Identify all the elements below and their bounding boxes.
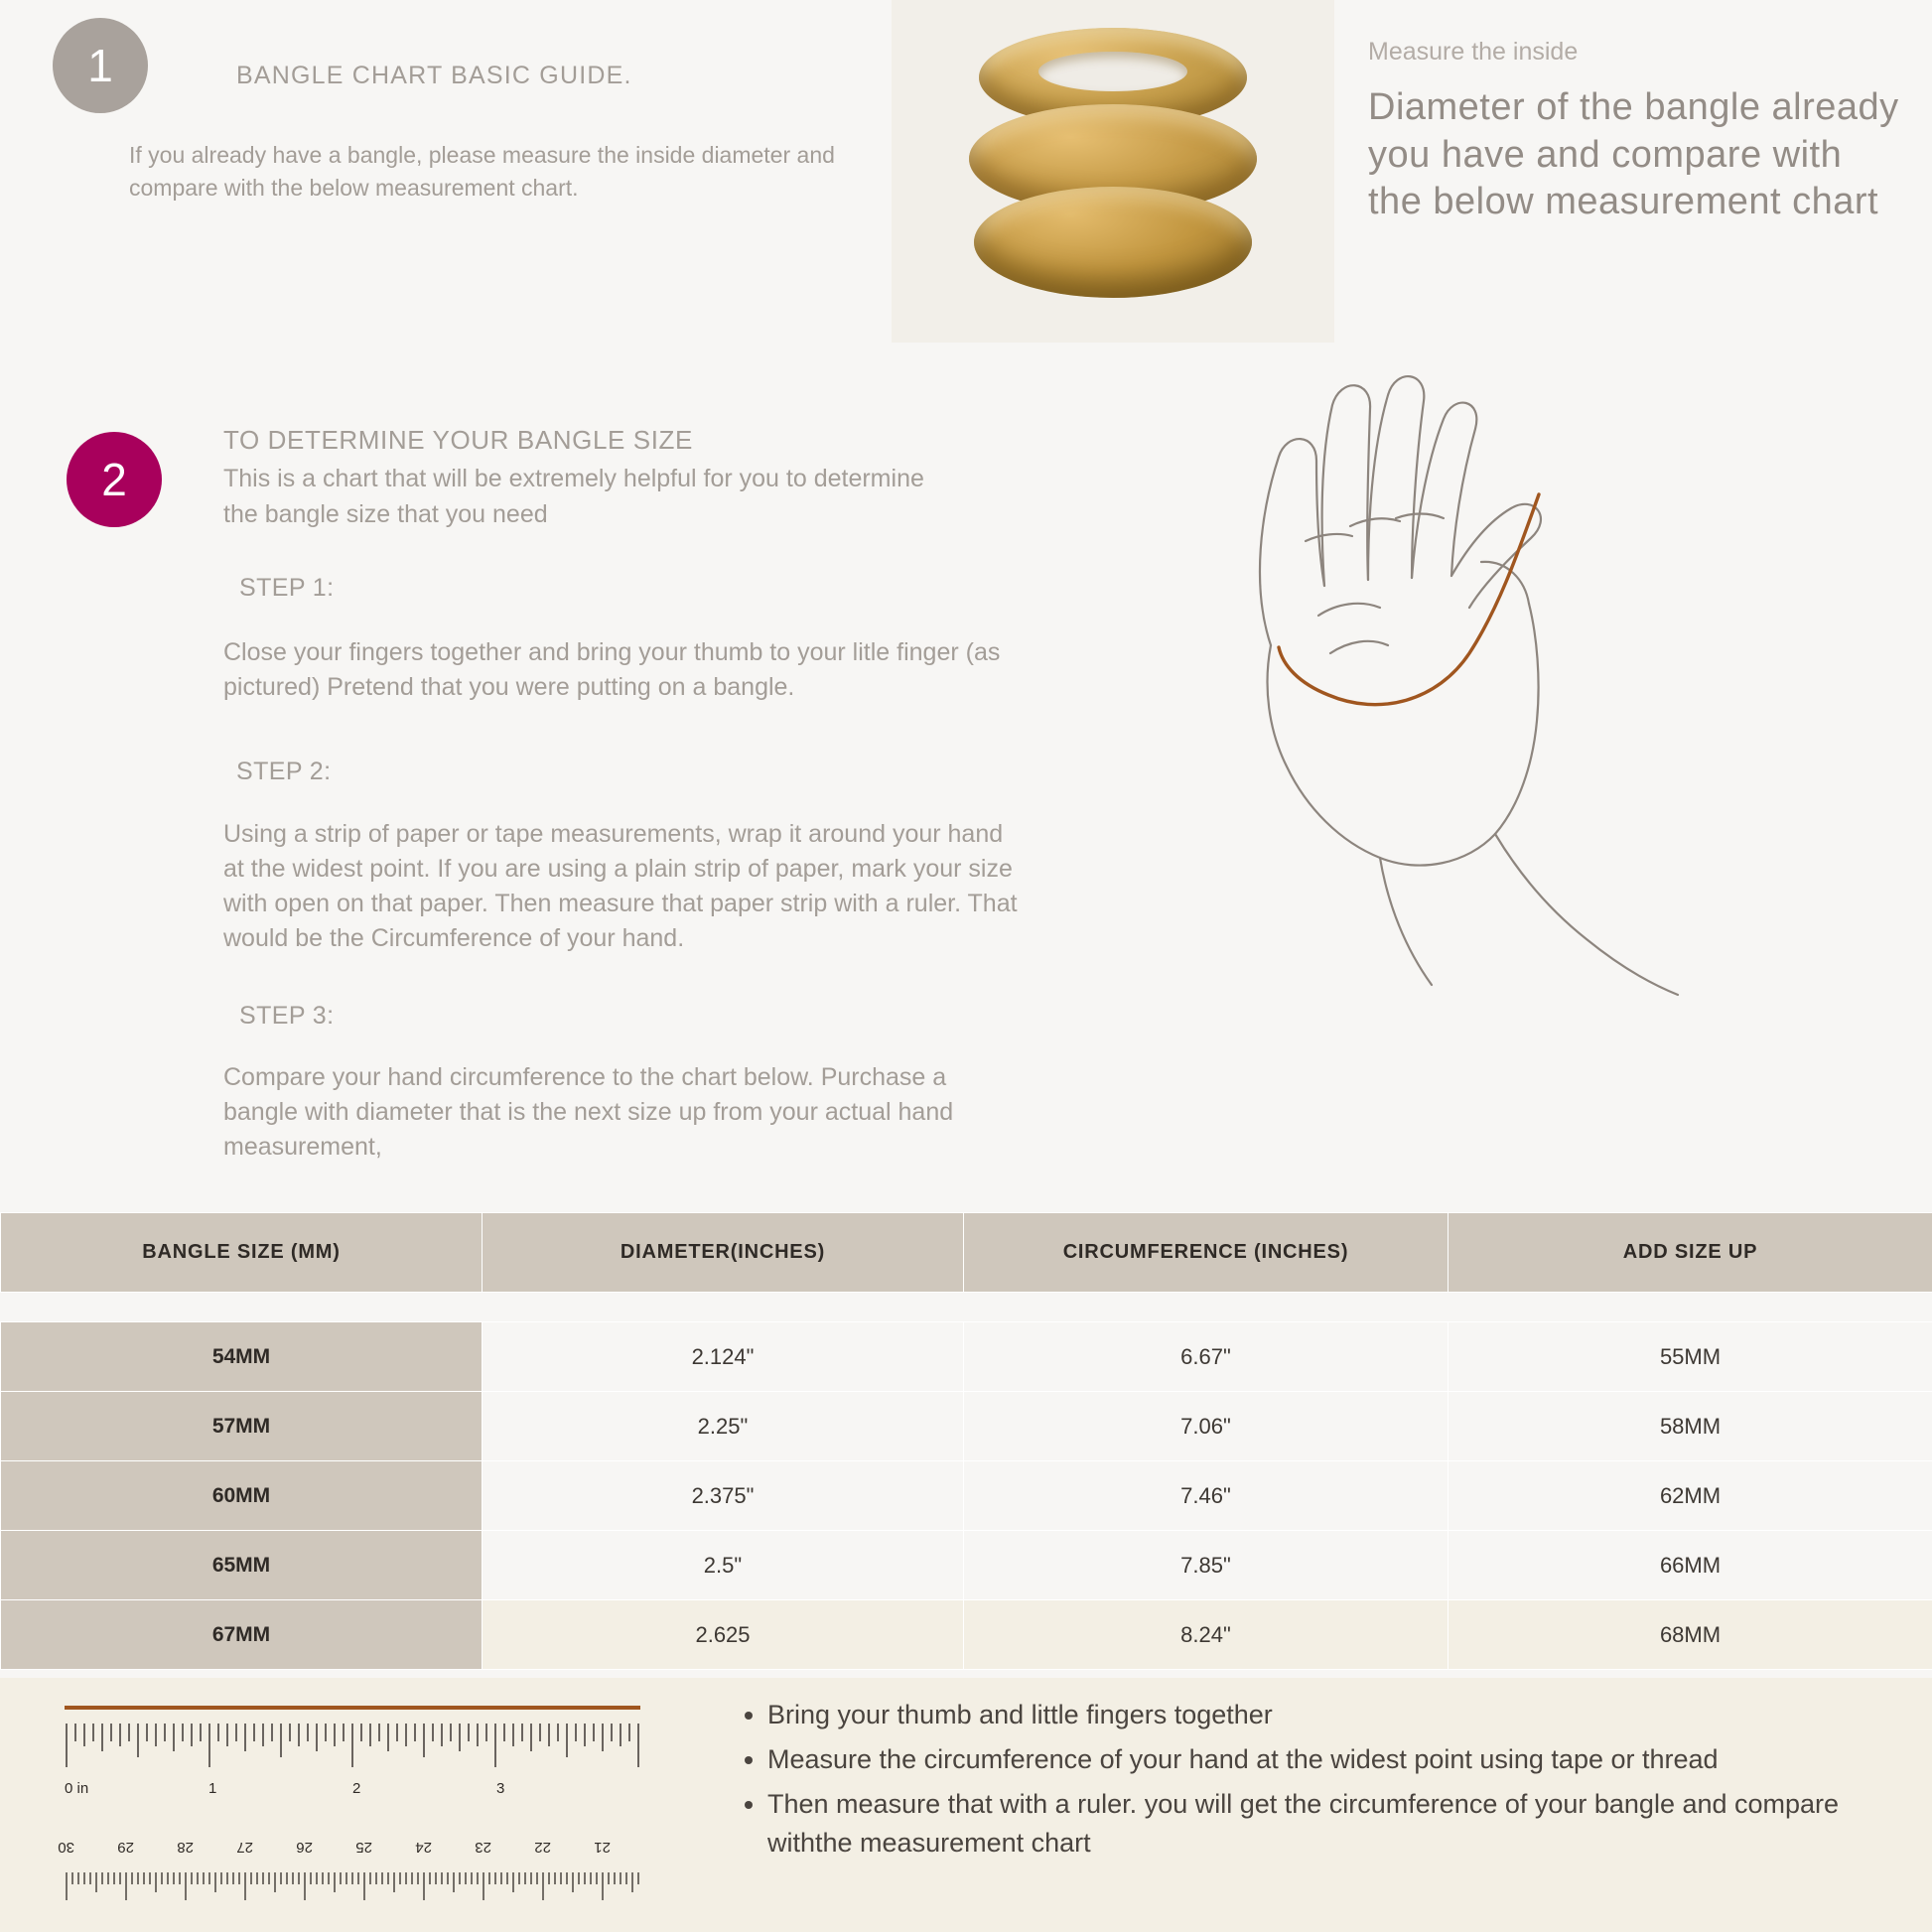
step-2-text: Using a strip of paper or tape measurements, wrap it around your hand at the widest point. If you are using a plain strip of paper, mark your size with open on that paper. Then measure that paper strip with a ruler. That would be the Circumference of your hand.: [223, 820, 1018, 952]
bangle-ring-hole: [1038, 52, 1187, 91]
cell-size: 60MM: [1, 1461, 483, 1531]
ruler-cm-25: 25: [355, 1839, 372, 1856]
table-header-row: [1, 1213, 1932, 1293]
cell-diameter: 2.25": [483, 1392, 964, 1461]
step-badge-2: [67, 432, 162, 527]
cell-circumference: 7.06": [964, 1392, 1449, 1461]
cell-circumference: 6.67": [964, 1322, 1449, 1392]
section2-title: TO DETERMINE YOUR BANGLE SIZE: [223, 425, 693, 455]
col-circumference: CIRCUMFERENCE (INCHES): [964, 1213, 1449, 1293]
cell-addsize: 55MM: [1449, 1322, 1932, 1392]
step-badge-1: [53, 18, 148, 113]
cell-size: 67MM: [1, 1600, 483, 1670]
cell-diameter: 2.124": [483, 1322, 964, 1392]
list-item: • Measure the circumference of your hand at the widest point using tape or thread: [767, 1740, 1871, 1779]
size-chart-table: [0, 1212, 1932, 1670]
table-row: [1, 1461, 1932, 1531]
cell-diameter: 2.5": [483, 1531, 964, 1600]
bangle-ring-bottom: [974, 187, 1252, 298]
ruler-label-2: 2: [352, 1780, 361, 1797]
ruler-label-1: 1: [208, 1780, 217, 1797]
hand-illustration: [1221, 338, 1797, 1013]
ruler-cm-27: 27: [236, 1839, 253, 1856]
ruler-cm-28: 28: [177, 1839, 194, 1856]
col-diameter: DIAMETER(INCHES): [483, 1213, 964, 1293]
section2-subtitle: This is a chart that will be extremely helpful for you to determine the bangle size that you need: [223, 465, 924, 528]
cell-addsize: 68MM: [1449, 1600, 1932, 1670]
ruler-cm-30: 30: [58, 1839, 74, 1856]
cell-addsize: 66MM: [1449, 1531, 1932, 1600]
ruler-label-0: 0 in: [65, 1780, 89, 1797]
bangle-photo: [892, 0, 1334, 343]
cell-size: 65MM: [1, 1531, 483, 1600]
step-3-text: Compare your hand circumference to the chart below. Purchase a bangle with diameter that is the next size up from your actual hand measurement,: [223, 1063, 954, 1161]
ruler-cm-26: 26: [296, 1839, 313, 1856]
cell-circumference: 7.85": [964, 1531, 1449, 1600]
ruler-cm-22: 22: [534, 1839, 551, 1856]
step-1-label: STEP 1:: [239, 574, 335, 602]
step-1-text: Close your fingers together and bring your thumb to your litle finger (as pictured) Pretend that you were putting on a bangle.: [223, 638, 1001, 701]
section1-body: If you already have a bangle, please measure the inside diameter and compare with the below measurement chart.: [129, 142, 835, 201]
cell-addsize: 62MM: [1449, 1461, 1932, 1531]
list-item: • Then measure that with a ruler. you will get the circumference of your bangle and compare withthe measurement chart: [767, 1785, 1871, 1863]
col-add-size-up: ADD SIZE UP: [1449, 1213, 1932, 1293]
measure-inside-heading: Diameter of the bangle already you have and compare with the below measurement chart: [1368, 86, 1899, 222]
ruler-cm-23: 23: [475, 1839, 491, 1856]
col-bangle-size: BANGLE SIZE (MM): [1, 1213, 483, 1293]
cell-diameter: 2.625: [483, 1600, 964, 1670]
size-chart-table-wrap: [0, 1212, 1932, 1670]
table-spacer-row: [1, 1293, 1932, 1322]
ruler-cm-24: 24: [415, 1839, 432, 1856]
ruler-illustration: [55, 1702, 650, 1920]
step-badge-2-label: 2: [101, 454, 127, 505]
cell-addsize: 58MM: [1449, 1392, 1932, 1461]
cell-circumference: 7.46": [964, 1461, 1449, 1531]
table-row: [1, 1531, 1932, 1600]
table-row: [1, 1600, 1932, 1670]
cell-size: 54MM: [1, 1322, 483, 1392]
step-2-label: STEP 2:: [236, 758, 332, 785]
step-badge-1-label: 1: [87, 40, 113, 91]
list-item: • Bring your thumb and little fingers together: [767, 1696, 1871, 1734]
step-3-label: STEP 3:: [239, 1002, 335, 1030]
table-row: [1, 1322, 1932, 1392]
ruler-cm-29: 29: [117, 1839, 134, 1856]
footer-bullets: [740, 1696, 1871, 1869]
ruler-cm-21: 21: [594, 1839, 611, 1856]
cell-diameter: 2.375": [483, 1461, 964, 1531]
ruler-label-3: 3: [496, 1780, 505, 1797]
table-row: [1, 1392, 1932, 1461]
measure-inside-label: Measure the inside: [1368, 38, 1579, 66]
section1-title: BANGLE CHART BASIC GUIDE.: [236, 62, 632, 89]
cell-circumference: 8.24": [964, 1600, 1449, 1670]
cell-size: 57MM: [1, 1392, 483, 1461]
